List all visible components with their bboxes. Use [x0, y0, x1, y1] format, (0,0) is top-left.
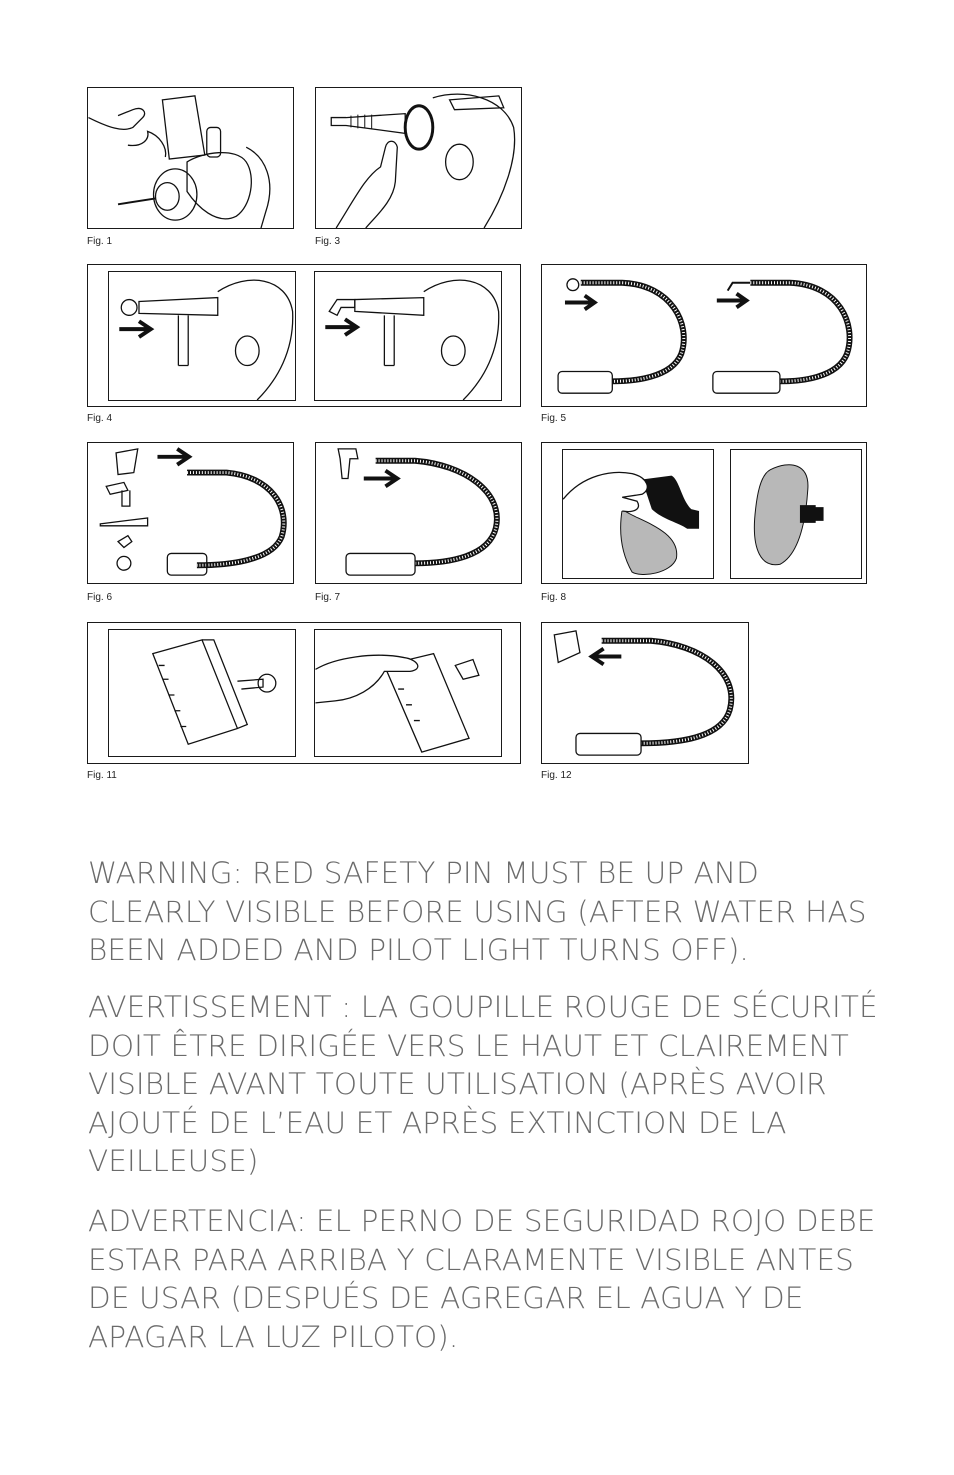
tool-hose-illustration	[542, 623, 748, 763]
figure-4-attach-brush-and-jet	[87, 264, 521, 407]
hose-attachments-illustration	[542, 265, 866, 406]
figure-4b-panel	[314, 271, 502, 401]
figure-8a-panel	[562, 449, 714, 579]
figure-1-fill-water	[87, 87, 294, 229]
cloth-covered-tool-illustration	[731, 450, 861, 578]
figure-5-caption: Fig. 5	[541, 413, 567, 424]
figure-11a-panel	[108, 629, 296, 757]
warning-english: WARNING: RED SAFETY PIN MUST BE UP AND CLEARLY VISIBLE BEFORE USING (AFTER WATER HAS BEEN ADDED AND PILOT LIGHT TURNS OFF).	[88, 856, 867, 967]
figure-5-attach-to-hose	[541, 264, 867, 407]
figure-8-cloth-cover	[541, 442, 867, 584]
attach-nozzle-illustration	[316, 88, 521, 228]
figure-4-caption: Fig. 4	[87, 413, 113, 424]
figure-12-caption: Fig. 12	[541, 770, 572, 781]
figure-12-attach-tool-to-hose	[541, 622, 749, 764]
attach-cloth-illustration	[563, 450, 713, 578]
accessories-illustration	[88, 443, 293, 583]
figure-6-accessories	[87, 442, 294, 584]
tool-base-illustration	[109, 630, 295, 756]
figure-8b-panel	[730, 449, 862, 579]
figure-11-tool-clips	[87, 622, 521, 764]
brush-attachment-illustration	[109, 272, 295, 400]
figure-4a-panel	[108, 271, 296, 401]
press-tool-illustration	[315, 630, 501, 756]
figure-11b-panel	[314, 629, 502, 757]
warning-spanish: ADVERTENCIA: EL PERNO DE SEGURIDAD ROJO DEBE ESTAR PARA ARRIBA Y CLARAMENTE VISIBLE ANTES DE USAR (DESPUÉS DE AGREGAR EL AGUA Y DE APAGAR LA LUZ PILOTO).	[88, 1204, 876, 1354]
fill-water-illustration	[88, 88, 293, 228]
figure-11-caption: Fig. 11	[87, 770, 117, 781]
jet-nozzle-attachment-illustration	[315, 272, 501, 400]
warning-french: AVERTISSEMENT : LA GOUPILLE ROUGE DE SÉCURITÉ DOIT ÊTRE DIRIGÉE VERS LE HAUT ET CLAIREMENT VISIBLE AVANT TOUTE UTILISATION (APRÈS AVOIR AJOUTÉ DE L’EAU ET APRÈS EXTINCTION DE LA VEILLEUSE)	[88, 990, 878, 1178]
figure-7-attach-squeegee	[315, 442, 522, 584]
figure-7-caption: Fig. 7	[315, 592, 341, 603]
squeegee-attachment-illustration	[316, 443, 521, 583]
figure-6-caption: Fig. 6	[87, 592, 113, 603]
figure-1-caption: Fig. 1	[87, 236, 113, 247]
figure-8-caption: Fig. 8	[541, 592, 567, 603]
figure-3-attach-nozzle	[315, 87, 522, 229]
figure-3-caption: Fig. 3	[315, 236, 341, 247]
